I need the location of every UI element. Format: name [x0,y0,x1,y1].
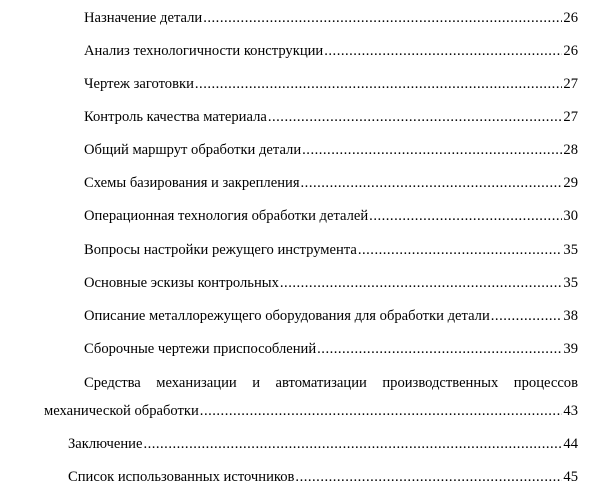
toc-entry [68,434,578,454]
toc-entry-page: 38 [563,308,578,324]
dot-leader [369,206,562,226]
dot-leader [358,240,563,260]
toc-entry-page: 26 [563,43,578,59]
toc-entry-title: Контроль качества материала [84,109,267,125]
toc-entry-page: 45 [563,469,578,485]
toc-entry-page: 29 [563,175,578,191]
toc-entry-title-line2: механической обработки [44,403,199,419]
dot-leader [195,74,563,94]
toc-entry-title: Чертеж заготовки [84,76,194,92]
toc-entry-page: 43 [563,403,578,419]
toc-entry-title: Сборочные чертежи приспособлений [84,341,317,357]
toc-entry-page: 26 [563,10,578,26]
toc-entry-title: Назначение детали [84,10,203,26]
toc-entry [84,306,578,326]
dot-leader [295,467,562,487]
toc-entry-page: 30 [563,208,578,224]
dot-leader [324,41,562,61]
toc-entry-page: 39 [563,341,578,357]
toc-entry [68,467,578,487]
dot-leader [301,173,563,193]
toc-entry [84,41,578,61]
toc-entry [84,206,578,226]
toc-entry-page: 35 [563,242,578,258]
toc-entry [84,74,578,94]
dot-leader [268,107,563,127]
toc-entry-title: Основные эскизы контрольных [84,275,279,291]
toc-entry [84,140,578,160]
dot-leader [302,140,562,160]
toc-entry [84,8,578,28]
toc-entry-title: Анализ технологичности конструкции [84,43,324,59]
toc-entry-page: 27 [563,109,578,125]
toc-entry-title-line1: Средства механизации и автоматизации производственных процессов [84,375,578,391]
toc-entry-page: 27 [563,76,578,92]
dot-leader [200,401,563,421]
toc-entry-title: Общий маршрут обработки детали [84,142,302,158]
toc-entry-page: 44 [563,436,578,452]
toc-entry [44,401,578,421]
toc-entry [84,273,578,293]
toc-entry [84,173,578,193]
toc-entry-title: Описание металлорежущего оборудования для обработки детали [84,308,490,324]
toc-entry-page: 28 [563,142,578,158]
dot-leader [317,339,562,359]
dot-leader [143,434,562,454]
toc-entry-title: Вопросы настройки режущего инструмента [84,242,357,258]
toc-entry-title: Заключение [68,436,143,452]
dot-leader [491,306,563,326]
toc-entry-title: Операционная технология обработки деталей [84,208,369,224]
toc-entry [84,339,578,359]
dot-leader [280,273,563,293]
toc-entry [84,240,578,260]
toc-entry-page: 35 [563,275,578,291]
dot-leader [203,8,562,28]
toc-entry [84,107,578,127]
toc-entry-title: Схемы базирования и закрепления [84,175,300,191]
toc-entry-title: Список использованных источников [68,469,295,485]
